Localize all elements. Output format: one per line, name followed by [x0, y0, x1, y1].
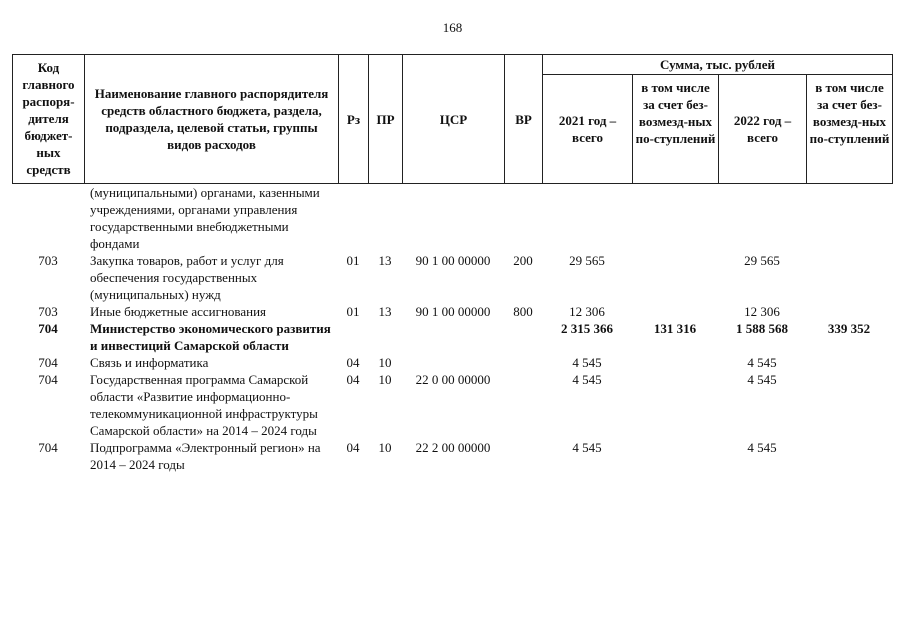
table-body — [12, 184, 892, 473]
cell-code: 704 — [38, 355, 58, 370]
cell-pr: 13 — [378, 253, 392, 268]
cell-csr — [402, 354, 504, 371]
cell-free-2022 — [806, 252, 892, 303]
cell-name: (муниципальными) органами, казенными учреждениями, органами управления государственными внебюджетными фондами — [90, 185, 320, 251]
cell-free-2022 — [806, 439, 892, 473]
cell-csr: 90 1 00 00000 — [415, 253, 491, 268]
header-sum-group: Сумма, тыс. рублей — [543, 55, 893, 75]
table-row — [12, 320, 892, 354]
cell-pr: 10 — [378, 355, 392, 370]
cell-free-2021: 131 316 — [653, 321, 697, 336]
cell-sum-2022: 12 306 — [744, 304, 780, 319]
cell-code: 704 — [38, 321, 58, 336]
header-rz: Рз — [339, 55, 369, 184]
cell-code: 703 — [38, 304, 58, 319]
cell-free-2021 — [632, 439, 718, 473]
header-2022-total: 2022 год – всего — [719, 75, 807, 184]
header-2021-free: в том числе за счет без-возмезд-ных по-ступлений — [633, 75, 719, 184]
cell-csr — [402, 184, 504, 252]
cell-name: Министерство экономического развития и инвестиций Самарской области — [90, 321, 331, 353]
cell-csr: 22 0 00 00000 — [415, 372, 491, 387]
cell-pr — [368, 184, 402, 252]
cell-code — [12, 184, 84, 252]
cell-vr — [504, 439, 542, 473]
cell-name: Подпрограмма «Электронный регион» на 2014 – 2024 годы — [90, 440, 321, 472]
cell-name: Иные бюджетные ассигнования — [90, 304, 267, 319]
cell-csr — [402, 320, 504, 354]
table-header — [12, 54, 893, 184]
cell-csr: 22 2 00 00000 — [415, 440, 491, 455]
cell-rz — [338, 184, 368, 252]
cell-sum-2022: 4 545 — [747, 355, 777, 370]
cell-sum-2022: 29 565 — [744, 253, 780, 268]
cell-rz: 01 — [346, 253, 360, 268]
cell-vr — [504, 320, 542, 354]
table-row — [12, 303, 892, 320]
cell-sum-2021: 4 545 — [572, 355, 602, 370]
cell-free-2022 — [806, 303, 892, 320]
cell-pr: 13 — [378, 304, 392, 319]
cell-name: Связь и информатика — [90, 355, 209, 370]
cell-free-2021 — [632, 303, 718, 320]
cell-vr — [504, 354, 542, 371]
cell-free-2022 — [806, 371, 892, 439]
header-2021-total: 2021 год – всего — [543, 75, 633, 184]
cell-rz: 04 — [346, 355, 360, 370]
cell-sum-2021: 2 315 366 — [561, 321, 613, 336]
cell-rz: 04 — [346, 440, 360, 455]
table-row — [12, 252, 892, 303]
cell-sum-2022: 4 545 — [747, 440, 777, 455]
cell-vr — [504, 371, 542, 439]
header-pr: ПР — [369, 55, 403, 184]
cell-sum-2022: 4 545 — [747, 372, 777, 387]
cell-sum-2021: 29 565 — [569, 253, 605, 268]
cell-free-2021 — [632, 354, 718, 371]
page-number: 168 — [442, 20, 463, 35]
cell-free-2021 — [632, 252, 718, 303]
cell-vr — [504, 184, 542, 252]
cell-free-2022 — [806, 184, 892, 252]
cell-rz: 04 — [346, 372, 360, 387]
cell-sum-2022 — [718, 184, 806, 252]
header-name: Наименование главного распорядителя средств областного бюджета, раздела, подраздела, целевой статьи, группы видов расходов — [85, 55, 339, 184]
table-row — [12, 371, 892, 439]
cell-free-2022: 339 352 — [827, 321, 871, 336]
header-vr: ВР — [505, 55, 543, 184]
table-row — [12, 354, 892, 371]
cell-vr: 200 — [513, 253, 533, 268]
cell-pr — [368, 320, 402, 354]
header-csr: ЦСР — [403, 55, 505, 184]
table-row — [12, 439, 892, 473]
cell-rz: 01 — [346, 304, 360, 319]
cell-free-2022 — [806, 354, 892, 371]
cell-sum-2021: 12 306 — [569, 304, 605, 319]
cell-name: Закупка товаров, работ и услуг для обеспечения государственных (муниципальных) нужд — [90, 253, 284, 302]
cell-rz — [338, 320, 368, 354]
cell-code: 703 — [38, 253, 58, 268]
cell-sum-2021: 4 545 — [572, 440, 602, 455]
cell-code: 704 — [38, 440, 58, 455]
cell-free-2021 — [632, 184, 718, 252]
cell-vr: 800 — [513, 304, 533, 319]
table-row — [12, 184, 892, 252]
cell-sum-2021: 4 545 — [572, 372, 602, 387]
cell-free-2021 — [632, 371, 718, 439]
header-2022-free: в том числе за счет без-возмезд-ных по-ступлений — [807, 75, 893, 184]
cell-pr: 10 — [378, 372, 392, 387]
cell-sum-2022: 1 588 568 — [736, 321, 788, 336]
cell-pr: 10 — [378, 440, 392, 455]
cell-name: Государственная программа Самарской области «Развитие информационно-телекоммуникационной инфраструктуры Самарской области» на 2014 – 2024 годы — [90, 372, 318, 438]
header-code: Код главного распоря-дителя бюджет-ных средств — [13, 55, 85, 184]
cell-csr: 90 1 00 00000 — [415, 304, 491, 319]
cell-code: 704 — [38, 372, 58, 387]
cell-sum-2021 — [542, 184, 632, 252]
